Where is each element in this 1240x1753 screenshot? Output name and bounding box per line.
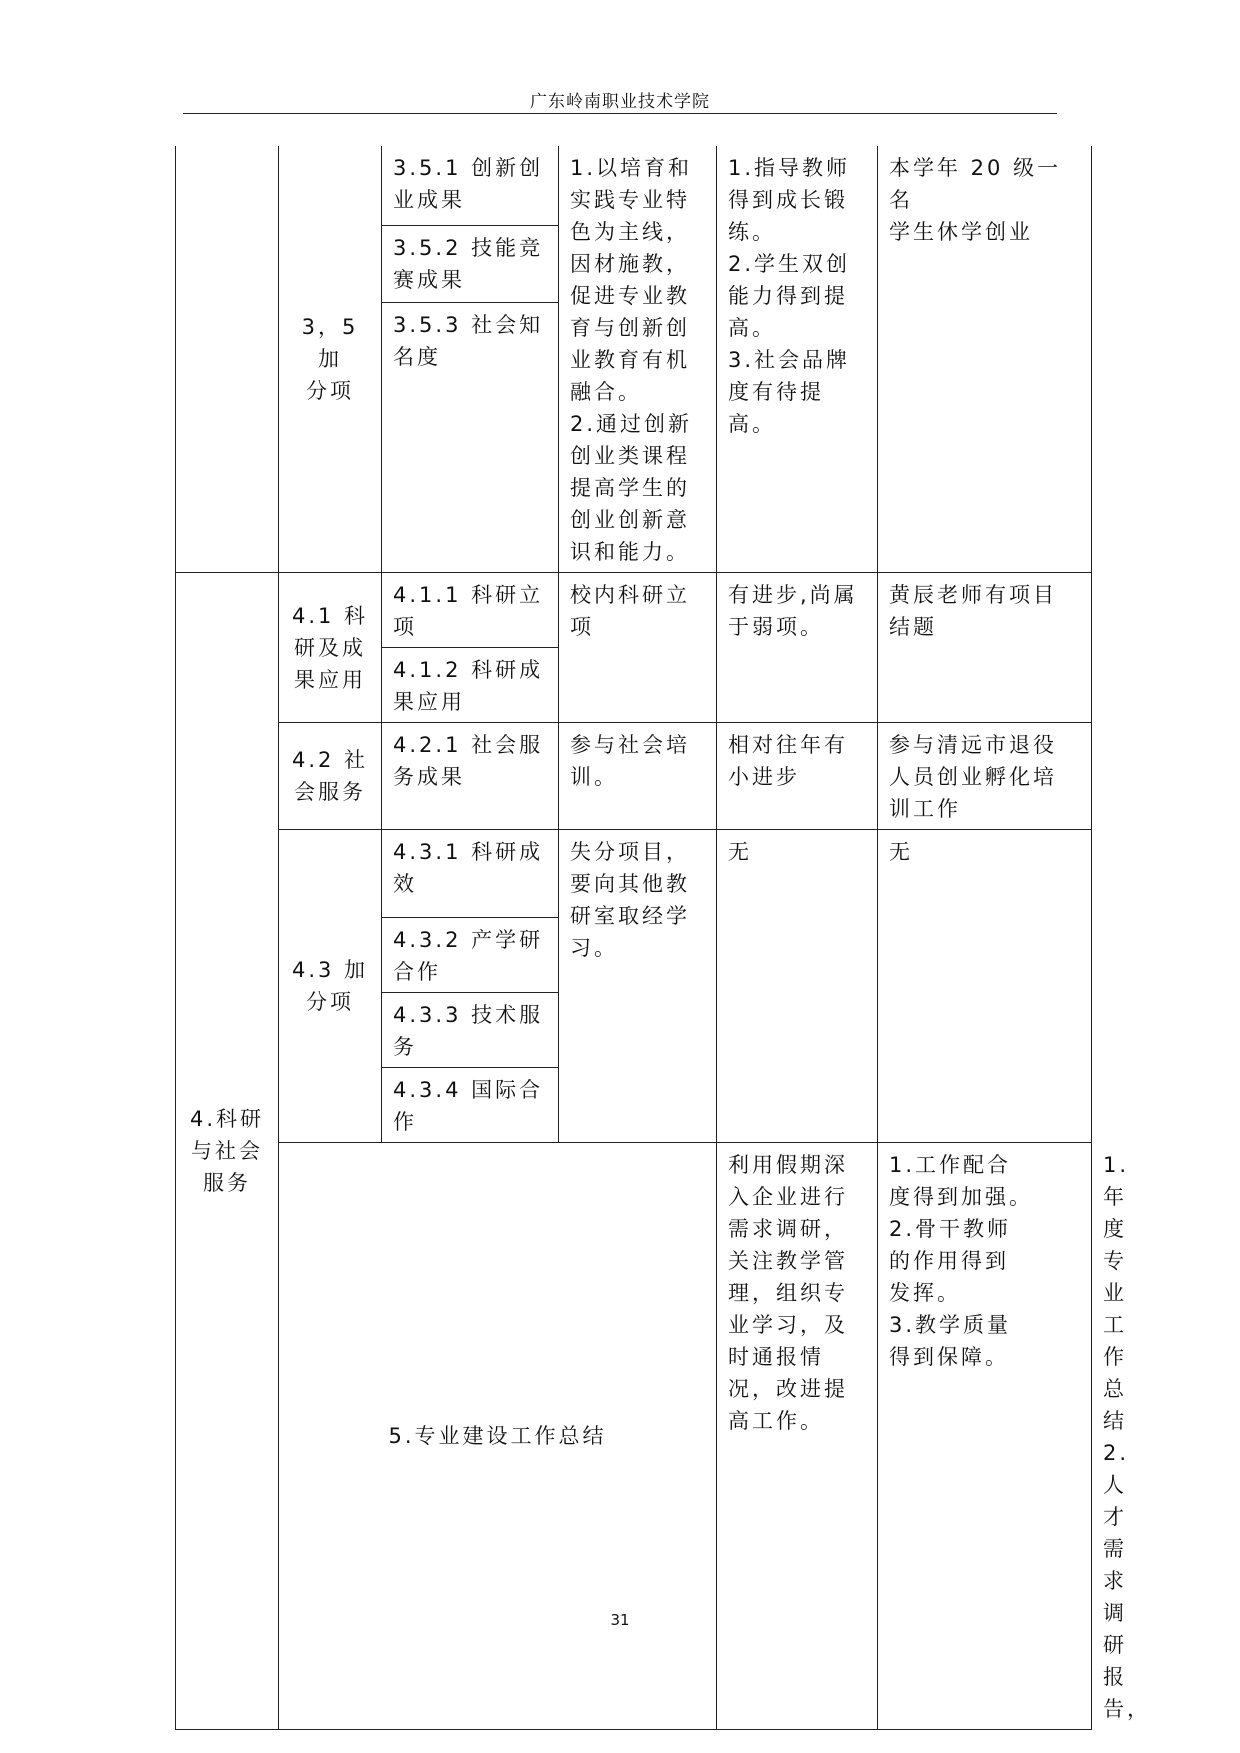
item-4-2-1: 4.2.1 社会服 务成果 xyxy=(382,723,559,830)
effects-cell-5: 1.工作配合 度得到加强。 2.骨干教师 的作用得到 发挥。 3.教学质量 得到保障。 xyxy=(878,1143,1092,1730)
table-row xyxy=(176,723,1092,830)
category-label-4: 4.科研 与社会 服务 xyxy=(176,573,279,1730)
effects-cell-4-2: 相对往年有 小进步 xyxy=(717,723,878,830)
table-row: 5.专业建设工作总结 利用假期深 入企业进行 需求调研， 关注教学管 理，组织专 业学习，及 时通报情 况，改进提 高工作。 1.工作配合 度得到加强。 2.骨干教师 的作用得到 发挥。 3.教学质量 得到保障。 1.年度专业工作 总结 2.人才需求调研 报告， xyxy=(176,1143,1092,1730)
subcategory-label-4-2: 4.2 社 会服务 xyxy=(279,723,382,830)
page-header-title: 广东岭南职业技术学院 xyxy=(530,92,710,112)
item-4-3-1: 4.3.1 科研成 效 xyxy=(382,830,559,918)
table-row xyxy=(176,146,1092,225)
evidence-cell-3-5: 本学年 20 级一名 学生休学创业 xyxy=(878,146,1092,573)
measures-cell-4-1: 校内科研立 项 xyxy=(559,573,717,723)
item-4-3-2: 4.3.2 产学研 合作 xyxy=(382,918,559,993)
header-divider xyxy=(183,113,1057,114)
item-3-5-3: 3.5.3 社会知 名度 xyxy=(382,302,559,572)
measures-cell-3-5: 1.以培育和 实践专业特 色为主线， 因材施教， 促进专业教 育与创新创 业教育有机 融合。 2.通过创新 创业类课程 提高学生的 创业创新意 识和能力。 xyxy=(559,146,717,573)
table-row xyxy=(176,830,1092,918)
subcategory-label-3-5: 3，5 加 分项 xyxy=(279,146,382,573)
page-number: 31 xyxy=(610,1611,630,1629)
table-row xyxy=(176,573,1092,648)
measures-cell-4-3: 失分项目， 要向其他教 研室取经学 习。 xyxy=(559,830,717,1143)
subcategory-label-4-3: 4.3 加 分项 xyxy=(279,830,382,1143)
category-cell-empty xyxy=(176,146,279,573)
measures-cell-4-2: 参与社会培 训。 xyxy=(559,723,717,830)
evaluation-table xyxy=(175,146,1151,1730)
category-label-5: 5.专业建设工作总结 xyxy=(279,1143,717,1730)
measures-cell-5: 利用假期深 入企业进行 需求调研， 关注教学管 理，组织专 业学习，及 时通报情 况，改进提 高工作。 xyxy=(717,1143,878,1730)
item-4-3-3: 4.3.3 技术服 务 xyxy=(382,993,559,1068)
effects-cell-3-5: 1.指导教师 得到成长锻 练。 2.学生双创 能力得到提 高。 3.社会品牌 度有待提高。 xyxy=(717,146,878,573)
evidence-cell-4-3: 无 xyxy=(878,830,1092,1143)
item-4-1-2: 4.1.2 科研成 果应用 xyxy=(382,648,559,723)
evidence-cell-4-2: 参与清远市退役 人员创业孵化培 训工作 xyxy=(878,723,1092,830)
effects-cell-4-1: 有进步,尚属 于弱项。 xyxy=(717,573,878,723)
item-3-5-2: 3.5.2 技能竞 赛成果 xyxy=(382,225,559,302)
item-4-3-4: 4.3.4 国际合 作 xyxy=(382,1068,559,1143)
effects-cell-4-3: 无 xyxy=(717,830,878,1143)
evidence-cell-4-1: 黄辰老师有项目 结题 xyxy=(878,573,1092,723)
item-3-5-1: 3.5.1 创新创 业成果 xyxy=(382,146,559,225)
item-4-1-1: 4.1.1 科研立 项 xyxy=(382,573,559,648)
subcategory-label-4-1: 4.1 科 研及成 果应用 xyxy=(279,573,382,723)
